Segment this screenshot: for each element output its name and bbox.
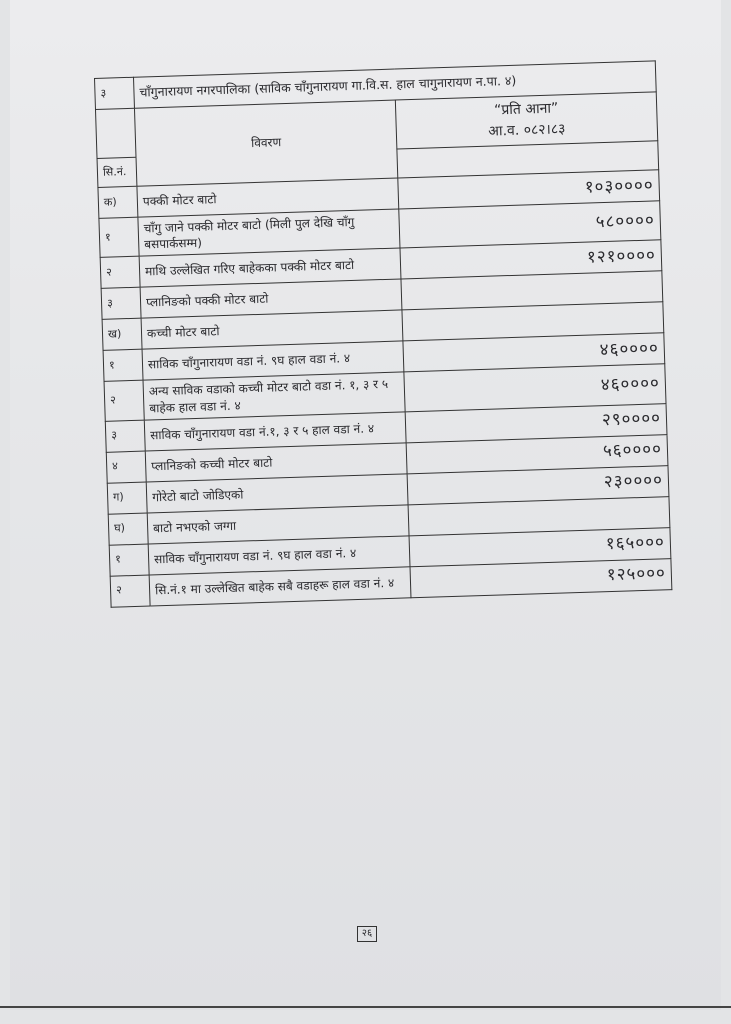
column-header-sn: सि.नं.: [97, 157, 137, 187]
row-rate: १०३००००: [398, 170, 660, 209]
row-rate: ५८००००: [399, 201, 661, 249]
table-title: चाँगुनारायण नगरपालिका (साविक चाँगुनारायण गा.वि.स. हाल चागुनारायण न.पा. ४): [133, 61, 656, 108]
row-description: बाटो नभएको जग्गा: [147, 505, 409, 544]
row-rate: २३००००: [407, 465, 669, 504]
row-sn: १: [99, 217, 139, 258]
row-sn: ३: [101, 288, 141, 320]
page-number: २६: [357, 926, 377, 942]
row-sn: ग): [107, 482, 147, 514]
row-sn: क): [98, 186, 138, 218]
row-description: प्लानिङको पक्की मोटर बाटो: [140, 279, 402, 318]
row-description: अन्य साविक वडाको कच्ची मोटर बाटो वडा नं. १, ३ र ५ बाहेक हाल वडा नं. ४: [143, 372, 405, 420]
column-header-description: विवरण: [134, 100, 397, 186]
row-sn: ख): [102, 319, 142, 351]
bottom-edge-line: [0, 1006, 731, 1008]
row-description: साविक चाँगुनारायण वडा नं.१, ३ र ५ हाल वडा नं. ४: [144, 412, 406, 451]
row-rate: १६५०००: [409, 527, 671, 566]
row-description: साविक चाँगुनारायण वडा नं. ९घ हाल वडा नं. ४: [142, 341, 404, 380]
row-rate: १२१००००: [400, 240, 662, 279]
row-rate: ४६००००: [403, 333, 665, 372]
row-sn: ३: [105, 420, 145, 452]
rate-table: [94, 60, 672, 607]
row-description: गोरेटो बाटो जोडिएको: [146, 474, 408, 513]
row-sn: ४: [106, 451, 146, 483]
rate-header-fiscal-year: आ.व. ०८२।८३: [488, 121, 566, 140]
row-description: पक्की मोटर बाटो: [137, 178, 399, 217]
row-description: माथि उल्लेखित गरिए बाहेकका पक्की मोटर बाटो: [139, 248, 401, 287]
row-rate: २९००००: [405, 403, 667, 442]
row-sn: १: [103, 349, 143, 381]
row-sn: १: [109, 544, 149, 576]
row-description: सि.नं.१ मा उल्लेखित बाहेक सबै वडाहरू हाल वडा नं. ४: [149, 567, 411, 606]
row-description: कच्ची मोटर बाटो: [141, 310, 403, 349]
row-description: प्लानिङको कच्ची मोटर बाटो: [145, 443, 407, 482]
row-description: चाँगु जाने पक्की मोटर बाटो (मिली पुल देखि चाँगु बसपार्कसम्म): [138, 209, 400, 257]
row-rate: ४६००००: [404, 364, 666, 412]
column-header-rate: [395, 92, 657, 149]
row-rate: ५६००००: [406, 434, 668, 473]
row-description: साविक चाँगुनारायण वडा नं. ९घ हाल वडा नं. ४: [148, 536, 410, 575]
section-index: ३: [95, 77, 135, 109]
row-rate: १२५०००: [410, 558, 672, 597]
row-sn: २: [100, 257, 140, 289]
row-sn: २: [110, 575, 150, 607]
row-sn: घ): [108, 513, 148, 545]
row-sn: २: [104, 380, 144, 421]
rate-header-line-1: “प्रति आना”: [493, 100, 559, 119]
